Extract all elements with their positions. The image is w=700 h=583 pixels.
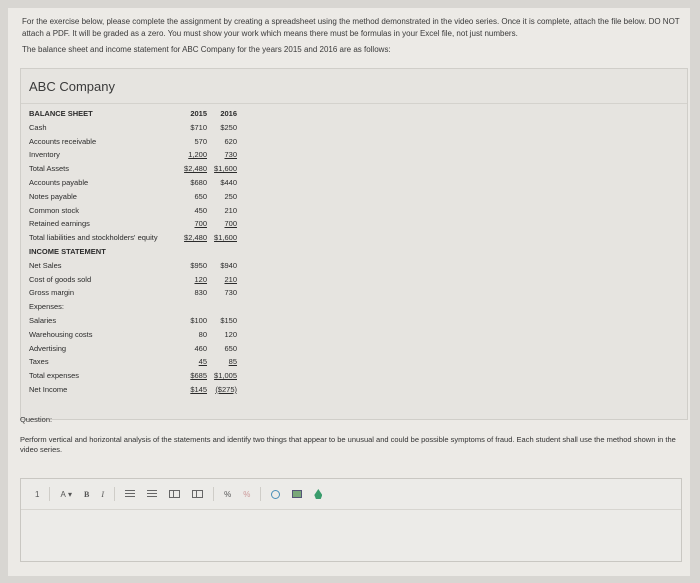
statement-row [29, 217, 329, 231]
numbered-list-button[interactable] [141, 484, 163, 504]
instructions-text: For the exercise below, please complete the assignment by creating a spreadsheet using the method demonstrated in the video series. Once it is complete, attach the file below. DO NOT attach a PDF. It will be graded as a zero. You must show your work which means there must be formulas in your Excel file, not just numbers. [22, 17, 680, 38]
row-value: $940 [220, 260, 237, 270]
row-value: $1,600 [214, 233, 237, 243]
divider [21, 103, 687, 104]
row-value: 700 [194, 219, 207, 229]
statement-row [29, 231, 329, 245]
row-value: 45 [198, 357, 207, 367]
table-props-icon [192, 490, 203, 498]
row-value: 730 [224, 288, 237, 298]
row-value: 620 [224, 136, 237, 146]
row-label: Inventory [29, 150, 60, 160]
row-value: 210 [224, 274, 237, 284]
instructions [22, 16, 682, 60]
font-color-label: A [60, 489, 66, 499]
table-icon [169, 490, 180, 498]
statement-row [29, 286, 329, 300]
numbered-list-icon [147, 490, 157, 498]
toolbar-separator [114, 487, 115, 501]
statement-row [29, 314, 329, 328]
statement-row [29, 273, 329, 287]
italic-button[interactable] [95, 484, 110, 504]
row-label: Total liabilities and stockholders' equity [29, 233, 158, 243]
row-value: $2,480 [184, 233, 207, 243]
row-value: 700 [224, 219, 237, 229]
row-label: Gross margin [29, 288, 75, 298]
row-label: Common stock [29, 205, 80, 215]
statement-row [29, 107, 329, 121]
row-value: 250 [224, 191, 237, 201]
table-props-button[interactable] [186, 484, 209, 504]
row-label: INCOME STATEMENT [29, 246, 106, 256]
statement-row [29, 245, 329, 259]
row-value: $685 [190, 371, 207, 381]
media-button[interactable] [308, 484, 328, 504]
image-button[interactable] [286, 484, 308, 504]
row-value: 460 [194, 343, 207, 353]
row-value: 120 [224, 329, 237, 339]
row-value: ($275) [215, 384, 237, 394]
row-value: $250 [220, 122, 237, 132]
row-value: 570 [194, 136, 207, 146]
paragraph-format-button[interactable] [29, 484, 45, 504]
toolbar-separator [213, 487, 214, 501]
row-value: $680 [190, 177, 207, 187]
row-label: Salaries [29, 315, 57, 325]
row-label: Retained earnings [29, 219, 90, 229]
row-value: $950 [190, 260, 207, 270]
row-value: $2,480 [184, 164, 207, 174]
statement-row [29, 190, 329, 204]
row-value: 210 [224, 205, 237, 215]
row-label: Expenses: [29, 302, 65, 312]
statement-row [29, 162, 329, 176]
statement-row [29, 259, 329, 273]
row-label: Net Income [29, 384, 68, 394]
statement-row [29, 300, 329, 314]
statement-row [29, 369, 329, 383]
row-label: Accounts payable [29, 177, 89, 187]
row-label: Cash [29, 122, 47, 132]
row-value: $1,005 [214, 371, 237, 381]
row-value: $100 [190, 315, 207, 325]
row-label: Warehousing costs [29, 329, 93, 339]
table-button[interactable] [163, 484, 186, 504]
toolbar-separator [260, 487, 261, 501]
editor-toolbar [21, 479, 681, 510]
statement-row [29, 204, 329, 218]
chevron-down-icon: ▾ [68, 489, 73, 499]
row-label: Total Assets [29, 164, 70, 174]
row-value: 1,200 [188, 150, 207, 160]
row-value: 830 [194, 288, 207, 298]
italic-label: I [101, 489, 105, 499]
question-block [20, 415, 680, 455]
statement-row [29, 176, 329, 190]
media-icon [314, 489, 322, 499]
row-value: 85 [228, 357, 237, 367]
row-label: Cost of goods sold [29, 274, 92, 284]
row-label: Total expenses [29, 371, 80, 381]
bold-button[interactable] [78, 484, 95, 504]
row-value: 650 [194, 191, 207, 201]
financial-statements [20, 68, 688, 420]
bullet-list-icon [125, 490, 135, 498]
instructions-text-2: The balance sheet and income statement for ABC Company for the years 2015 and 2016 are as follows: [22, 45, 391, 54]
row-value: 2016 [220, 109, 237, 118]
row-value: 120 [194, 274, 207, 284]
statement-row [29, 328, 329, 342]
link-button[interactable] [218, 484, 237, 504]
row-value: 80 [198, 329, 207, 339]
emoji-icon [271, 490, 280, 499]
statement-row [29, 121, 329, 135]
company-title: ABC Company [29, 79, 115, 94]
statement-row [29, 383, 329, 397]
bullet-list-button[interactable] [119, 484, 141, 504]
statement-rows [29, 107, 329, 397]
row-value: 450 [194, 205, 207, 215]
question-label: Question: [20, 415, 53, 424]
unlink-icon: % [243, 489, 251, 499]
image-icon [292, 490, 302, 498]
row-value: 730 [224, 150, 237, 160]
unlink-button[interactable] [237, 484, 256, 504]
statement-row [29, 342, 329, 356]
row-value: 2015 [190, 109, 207, 118]
bold-label: B [84, 489, 90, 499]
row-value: $145 [190, 384, 207, 394]
row-label: BALANCE SHEET [29, 109, 93, 118]
row-label: Notes payable [29, 191, 77, 201]
question-text: Perform vertical and horizontal analysis of the statements and identify two things that appear to be unusual and could be possible symptoms of fraud. Each student shall use the method shown in the video series. [20, 435, 676, 454]
answer-editor[interactable] [20, 478, 682, 562]
statement-row [29, 135, 329, 149]
row-value: $710 [190, 122, 207, 132]
row-label: Taxes [29, 357, 49, 367]
row-value: $1,600 [214, 164, 237, 174]
toolbar-separator [49, 487, 50, 501]
row-value: $150 [220, 315, 237, 325]
row-label: Advertising [29, 343, 67, 353]
link-icon: % [224, 489, 232, 499]
paragraph-label: 1 [35, 489, 40, 499]
row-value: $440 [220, 177, 237, 187]
statement-row [29, 148, 329, 162]
row-label: Net Sales [29, 260, 62, 270]
emoji-button[interactable] [265, 484, 286, 504]
row-label: Accounts receivable [29, 136, 97, 146]
statement-row [29, 355, 329, 369]
font-color-button[interactable] [54, 484, 78, 504]
row-value: 650 [224, 343, 237, 353]
